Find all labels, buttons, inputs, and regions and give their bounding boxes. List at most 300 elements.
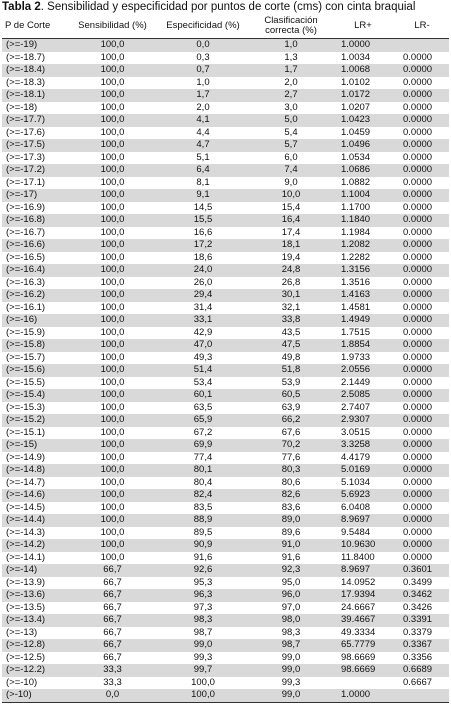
lr-positive-cell: 17.9394	[331, 589, 395, 602]
specificity-cell: 15,5	[155, 214, 251, 227]
lr-negative-cell: 0.0000	[403, 51, 433, 63]
specificity-cell: 91,6	[193, 551, 213, 563]
correct-classification-cell: 32,1	[281, 301, 301, 313]
sensitivity-cell: 100,0	[70, 414, 155, 427]
lr-negative-cell: 0.0000	[395, 214, 449, 227]
sensitivity-cell: 100,0	[100, 401, 125, 413]
sensitivity-cell: 100,0	[70, 264, 155, 277]
sensitivity-cell: 100,0	[70, 239, 155, 252]
specificity-cell: 89,5	[193, 526, 213, 538]
correct-classification-cell: 5,4	[284, 126, 298, 138]
specificity-cell: 77,4	[193, 451, 213, 463]
sensitivity-cell: 100,0	[100, 126, 125, 138]
sensitivity-cell: 0,0	[70, 689, 155, 702]
specificity-cell: 49,3	[193, 351, 213, 363]
lr-positive-cell: 39.4667	[331, 614, 395, 627]
specificity-cell: 5,1	[196, 151, 210, 163]
cut-point-cell: (>=-12.8)	[2, 639, 70, 652]
lr-negative-cell: 0.0000	[395, 139, 449, 152]
lr-positive-cell: 1.4163	[331, 289, 395, 302]
cut-point-cell: (>=-14.4)	[2, 514, 70, 527]
sensitivity-cell: 66,7	[103, 651, 122, 663]
specificity-cell: 98,7	[193, 626, 213, 638]
lr-negative-cell: 0.0000	[395, 414, 449, 427]
specificity-cell: 0,3	[196, 51, 210, 63]
correct-classification-cell: 99,0	[251, 689, 331, 702]
lr-positive-cell: 98.6669	[331, 664, 395, 677]
specificity-cell: 98,3	[155, 614, 251, 627]
specificity-cell: 0,7	[155, 64, 251, 77]
lr-negative-cell: 0.0000	[403, 301, 433, 313]
lr-negative-cell: 0.0000	[395, 464, 449, 477]
lr-positive-cell: 1.0034	[341, 51, 371, 63]
correct-classification-cell: 1,7	[251, 64, 331, 77]
sensitivity-cell: 100,0	[100, 376, 125, 388]
cut-point-cell: (>=-17.6)	[6, 126, 46, 138]
table-row	[2, 64, 449, 77]
cut-point-cell: (>=-13.9)	[6, 576, 46, 588]
table-row	[2, 177, 449, 190]
table-row	[2, 527, 449, 540]
table-row	[2, 264, 449, 277]
table-row	[2, 352, 449, 365]
lr-positive-cell	[331, 677, 395, 690]
lr-positive-cell: 1.1004	[331, 189, 395, 202]
lr-negative-cell: 0.0000	[395, 339, 449, 352]
lr-negative-cell: 0.0000	[403, 451, 433, 463]
correct-classification-cell: 3,0	[284, 101, 298, 113]
correct-classification-cell: 6,0	[284, 151, 298, 163]
lr-positive-cell: 5.6923	[331, 489, 395, 502]
lr-negative-cell: 0.0000	[395, 364, 449, 377]
table-row	[2, 627, 449, 640]
correct-classification-cell: 67,6	[281, 426, 301, 438]
correct-classification-cell: 89,0	[251, 514, 331, 527]
lr-positive-cell: 1.9733	[341, 351, 371, 363]
table-row	[2, 477, 449, 490]
correct-classification-cell: 77,6	[281, 451, 301, 463]
sensitivity-cell: 100,0	[100, 451, 125, 463]
cut-point-cell: (>=-10)	[6, 676, 38, 688]
lr-positive-cell: 5.1034	[341, 476, 371, 488]
correct-classification-cell: 1,3	[284, 51, 298, 63]
sensitivity-cell: 100,0	[70, 514, 155, 527]
correct-classification-cell: 17,4	[281, 226, 301, 238]
correct-classification-cell: 49,8	[281, 351, 301, 363]
correct-classification-cell: 91,6	[281, 551, 301, 563]
lr-positive-cell: 4.4179	[341, 451, 371, 463]
table-row	[2, 439, 449, 452]
lr-negative-cell: 0.0000	[403, 351, 433, 363]
specificity-cell: 4,1	[155, 114, 251, 127]
correct-classification-cell: 98,3	[281, 626, 301, 638]
table-caption	[0, 0, 451, 14]
table-row	[2, 489, 449, 502]
specificity-cell: 67,2	[193, 426, 213, 438]
lr-positive-cell: 3.3258	[331, 439, 395, 452]
sensitivity-cell: 100,0	[70, 539, 155, 552]
specificity-cell: 60,1	[155, 389, 251, 402]
cut-point-cell: (>=-14.1)	[6, 551, 46, 563]
lr-positive-cell: 1.1700	[341, 201, 371, 213]
correct-classification-cell: 51,8	[251, 364, 331, 377]
correct-classification-cell: 30,1	[251, 289, 331, 302]
specificity-cell: 82,4	[155, 489, 251, 502]
correct-classification-cell: 5,7	[251, 139, 331, 152]
lr-positive-cell: 49.3334	[341, 626, 376, 638]
table-row	[2, 414, 449, 427]
correct-classification-cell: 91,0	[251, 539, 331, 552]
sensitivity-cell: 100,0	[100, 251, 125, 263]
lr-positive-cell: 1.1840	[331, 214, 395, 227]
table-row	[2, 589, 449, 602]
specificity-cell: 1,0	[196, 76, 210, 88]
lr-negative-cell: 0.3601	[395, 564, 449, 577]
lr-negative-cell: 0.0000	[395, 389, 449, 402]
specificity-cell: 42,9	[193, 326, 213, 338]
lr-negative-cell: 0.0000	[395, 89, 449, 102]
lr-positive-cell: 1.2082	[331, 239, 395, 252]
lr-negative-cell: 0.0000	[395, 289, 449, 302]
sensitivity-cell: 100,0	[100, 351, 125, 363]
lr-positive-cell: 65.7779	[331, 639, 395, 652]
cut-point-cell: (>=-15.8)	[2, 339, 70, 352]
specificity-cell: 92,6	[155, 564, 251, 577]
sensitivity-cell: 100,0	[100, 526, 125, 538]
header-sensitivity: Sensibilidad (%)	[70, 14, 155, 39]
specificity-cell: 18,6	[193, 251, 213, 263]
lr-negative-cell: 0.0000	[403, 501, 433, 513]
sensitivity-cell: 100,0	[70, 339, 155, 352]
correct-classification-cell: 70,2	[251, 439, 331, 452]
specificity-cell: 26,0	[193, 276, 213, 288]
cut-point-cell: (>=-15)	[2, 439, 70, 452]
table-row	[2, 127, 449, 140]
lr-positive-cell: 5.0169	[331, 464, 395, 477]
cut-point-cell: (>=-15.9)	[6, 326, 46, 338]
lr-positive-cell: 2.0556	[331, 364, 395, 377]
sensitivity-cell: 66,7	[103, 576, 122, 588]
lr-positive-cell: 2.9307	[331, 414, 395, 427]
lr-negative-cell: 0.0000	[395, 314, 449, 327]
table-row	[2, 664, 449, 677]
lr-positive-cell: 1.8854	[331, 339, 395, 352]
correct-classification-cell: 83,6	[281, 501, 301, 513]
table-row	[2, 202, 449, 215]
cut-point-cell: (>=-14.6)	[2, 489, 70, 502]
sensitivity-cell: 66,7	[70, 639, 155, 652]
cut-point-cell: (>=-16.1)	[6, 301, 46, 313]
cut-point-cell: (>=-15.7)	[6, 351, 46, 363]
lr-negative-cell: 0.3426	[403, 601, 433, 613]
cut-point-cell: (>=-14.7)	[6, 476, 46, 488]
table-row	[2, 152, 449, 165]
correct-classification-cell: 47,5	[251, 339, 331, 352]
table-row	[2, 302, 449, 315]
table-row	[2, 564, 449, 577]
table-row	[2, 602, 449, 615]
cut-point-cell: (>=-19)	[2, 39, 70, 52]
lr-negative-cell: 0.0000	[403, 126, 433, 138]
lr-negative-cell	[395, 689, 449, 702]
sensitivity-cell: 100,0	[100, 101, 125, 113]
cut-point-cell: (>=-17.2)	[2, 164, 70, 177]
sensitivity-cell: 100,0	[70, 439, 155, 452]
lr-positive-cell: 11.8400	[341, 551, 375, 563]
sensitivity-cell: 66,7	[70, 564, 155, 577]
table-row	[2, 102, 449, 115]
cut-point-cell: (>=-18.7)	[6, 51, 46, 63]
correct-classification-cell: 63,9	[281, 401, 301, 413]
correct-classification-cell: 97,0	[281, 601, 301, 613]
cut-point-cell: (>=-18)	[6, 101, 38, 113]
lr-negative-cell: 0.0000	[403, 326, 433, 338]
correct-classification-cell: 43,5	[281, 326, 301, 338]
lr-negative-cell: 0.0000	[403, 226, 433, 238]
lr-positive-cell: 1.0000	[331, 689, 395, 702]
lr-positive-cell: 1.0207	[341, 101, 371, 113]
specificity-cell: 100,0	[155, 689, 251, 702]
lr-negative-cell: 0.0000	[395, 514, 449, 527]
lr-positive-cell: 1.0496	[331, 139, 395, 152]
table-row	[2, 89, 449, 102]
sensitivity-cell: 100,0	[100, 151, 125, 163]
table-row	[2, 427, 449, 440]
lr-positive-cell: 1.0686	[331, 164, 395, 177]
lr-negative-cell: 0.0000	[395, 164, 449, 177]
sensitivity-cell: 100,0	[70, 189, 155, 202]
table-row	[2, 689, 449, 702]
table-row	[2, 677, 449, 690]
correct-classification-cell: 26,8	[281, 276, 301, 288]
sensitivity-cell: 100,0	[100, 226, 125, 238]
lr-negative-cell	[395, 39, 449, 52]
sensitivity-cell: 66,7	[70, 614, 155, 627]
cut-point-cell: (>=-16.4)	[2, 264, 70, 277]
sensitivity-cell: 100,0	[100, 551, 125, 563]
cut-point-cell: (>=-12.5)	[6, 651, 46, 663]
header-cut-point: P de Corte	[2, 14, 70, 39]
cut-point-cell: (>-10)	[2, 689, 70, 702]
header-correct-classification: Clasificación correcta (%)	[251, 14, 331, 39]
sensitivity-cell: 66,7	[70, 589, 155, 602]
sensitivity-cell: 66,7	[103, 626, 122, 638]
correct-classification-cell: 99,0	[281, 651, 301, 663]
sensitivity-cell: 100,0	[100, 276, 125, 288]
correct-classification-cell: 10,0	[251, 189, 331, 202]
cut-point-cell: (>=-16.3)	[6, 276, 46, 288]
table-row	[2, 377, 449, 390]
lr-negative-cell: 0.0000	[403, 276, 433, 288]
table-row	[2, 214, 449, 227]
lr-negative-cell: 0.0000	[395, 114, 449, 127]
correct-classification-cell: 2,7	[251, 89, 331, 102]
table-row	[2, 239, 449, 252]
correct-classification-cell: 92,3	[251, 564, 331, 577]
sensitivity-cell: 100,0	[100, 326, 125, 338]
cut-point-cell: (>=-13.5)	[6, 601, 46, 613]
correct-classification-cell: 80,6	[281, 476, 301, 488]
correct-classification-cell: 7,4	[251, 164, 331, 177]
sensitivity-cell: 100,0	[70, 314, 155, 327]
specificity-cell: 83,5	[193, 501, 213, 513]
lr-negative-cell: 0.0000	[403, 251, 433, 263]
lr-negative-cell: 0.0000	[403, 476, 433, 488]
correct-classification-cell: 96,0	[251, 589, 331, 602]
specificity-cell: 6,4	[155, 164, 251, 177]
correct-classification-cell: 2,0	[284, 76, 298, 88]
correct-classification-cell: 15,4	[281, 201, 301, 213]
correct-classification-cell: 33,8	[251, 314, 331, 327]
sensitivity-cell: 100,0	[100, 301, 125, 313]
lr-positive-cell: 1.0000	[331, 39, 395, 52]
lr-positive-cell: 8.9697	[331, 564, 395, 577]
cut-point-cell: (>=-14.9)	[6, 451, 46, 463]
specificity-cell: 63,5	[193, 401, 213, 413]
cut-point-cell: (>=-14)	[2, 564, 70, 577]
table-row	[2, 539, 449, 552]
cut-point-cell: (>=-13.6)	[2, 589, 70, 602]
sensitivity-cell: 66,7	[103, 601, 122, 613]
specificity-cell: 14,5	[193, 201, 213, 213]
lr-negative-cell: 0.0000	[403, 401, 433, 413]
table-row	[2, 189, 449, 202]
table-row	[2, 289, 449, 302]
sensitivity-cell: 100,0	[70, 64, 155, 77]
lr-negative-cell: 0.0000	[395, 189, 449, 202]
table-row	[2, 52, 449, 65]
table-row	[2, 402, 449, 415]
table-row	[2, 514, 449, 527]
correct-classification-cell: 60,5	[251, 389, 331, 402]
table-row	[2, 452, 449, 465]
table-row	[2, 364, 449, 377]
results-table	[2, 14, 449, 703]
cut-point-cell: (>=-15.4)	[2, 389, 70, 402]
lr-positive-cell: 6.0408	[341, 501, 371, 513]
cut-point-cell: (>=-14.5)	[6, 501, 46, 513]
lr-positive-cell: 1.0172	[331, 89, 395, 102]
cut-point-cell: (>=-17.7)	[2, 114, 70, 127]
sensitivity-cell: 33,3	[70, 664, 155, 677]
lr-negative-cell: 0.3462	[395, 589, 449, 602]
lr-negative-cell: 0.3499	[403, 576, 433, 588]
cut-point-cell: (>=-16.8)	[2, 214, 70, 227]
cut-point-cell: (>=-17.3)	[6, 151, 46, 163]
lr-positive-cell: 1.3516	[341, 276, 371, 288]
sensitivity-cell: 100,0	[70, 114, 155, 127]
cut-point-cell: (>=-18.3)	[6, 76, 46, 88]
specificity-cell: 16,6	[193, 226, 213, 238]
specificity-cell: 65,9	[155, 414, 251, 427]
header-specificity: Especificidad (%)	[155, 14, 251, 39]
cut-point-cell: (>=-13.4)	[2, 614, 70, 627]
cut-point-cell: (>=-17)	[2, 189, 70, 202]
table-row	[2, 139, 449, 152]
specificity-cell: 31,4	[193, 301, 213, 313]
table-row	[2, 39, 449, 52]
correct-classification-cell: 98,0	[251, 614, 331, 627]
lr-negative-cell: 0.0000	[403, 101, 433, 113]
lr-positive-cell: 10.9630	[331, 539, 395, 552]
table-row	[2, 652, 449, 665]
specificity-cell: 99,7	[155, 664, 251, 677]
table-row	[2, 164, 449, 177]
lr-positive-cell: 1.4581	[341, 301, 371, 313]
cut-point-cell: (>=-16.9)	[6, 201, 46, 213]
lr-negative-cell: 0.0000	[403, 526, 433, 538]
lr-negative-cell: 0.0000	[403, 376, 433, 388]
table-body	[2, 39, 449, 703]
sensitivity-cell: 100,0	[100, 51, 125, 63]
specificity-cell: 29,4	[155, 289, 251, 302]
lr-positive-cell: 1.2282	[341, 251, 371, 263]
lr-negative-cell: 0.0000	[395, 489, 449, 502]
lr-positive-cell: 1.0459	[341, 126, 371, 138]
cut-point-cell: (>=-15.6)	[2, 364, 70, 377]
table-caption-label: Tabla 2	[2, 1, 41, 13]
sensitivity-cell: 100,0	[70, 364, 155, 377]
lr-positive-cell: 8.9697	[331, 514, 395, 527]
specificity-cell: 96,3	[155, 589, 251, 602]
lr-positive-cell: 1.3156	[331, 264, 395, 277]
lr-positive-cell: 9.5484	[341, 526, 371, 538]
lr-negative-cell: 0.0000	[403, 426, 433, 438]
table-row	[2, 77, 449, 90]
cut-point-cell: (>=-14.2)	[2, 539, 70, 552]
specificity-cell: 17,2	[155, 239, 251, 252]
cut-point-cell: (>=-12.2)	[2, 664, 70, 677]
cut-point-cell: (>=-16.2)	[2, 289, 70, 302]
specificity-cell: 99,0	[155, 639, 251, 652]
cut-point-cell: (>=-15.1)	[6, 426, 46, 438]
specificity-cell: 47,0	[155, 339, 251, 352]
cut-point-cell: (>=-16.6)	[2, 239, 70, 252]
cut-point-cell: (>=-16)	[2, 314, 70, 327]
sensitivity-cell: 100,0	[70, 289, 155, 302]
lr-positive-cell: 1.0068	[331, 64, 395, 77]
table-row	[2, 389, 449, 402]
specificity-cell: 80,1	[155, 464, 251, 477]
sensitivity-cell: 100,0	[100, 476, 125, 488]
correct-classification-cell: 16,4	[251, 214, 331, 227]
table-row	[2, 339, 449, 352]
specificity-cell: 90,9	[155, 539, 251, 552]
correct-classification-cell: 95,0	[281, 576, 301, 588]
cut-point-cell: (>=-15.2)	[2, 414, 70, 427]
sensitivity-cell: 100,0	[70, 164, 155, 177]
lr-negative-cell: 0.0000	[395, 239, 449, 252]
cut-point-cell: (>=-14.3)	[6, 526, 46, 538]
lr-negative-cell: 0.0000	[395, 439, 449, 452]
specificity-cell: 1,7	[155, 89, 251, 102]
lr-negative-cell: 0.0000	[403, 176, 433, 188]
sensitivity-cell: 100,0	[100, 176, 125, 188]
table-row	[2, 577, 449, 590]
cut-point-cell: (>=-18.4)	[2, 64, 70, 77]
correct-classification-cell: 89,6	[281, 526, 301, 538]
cut-point-cell: (>=-13)	[6, 626, 38, 638]
header-lr-positive: LR+	[331, 14, 395, 39]
lr-negative-cell: 0.6689	[395, 664, 449, 677]
specificity-cell: 97,3	[193, 601, 213, 613]
header-row	[2, 14, 449, 39]
specificity-cell: 95,3	[193, 576, 213, 588]
lr-negative-cell: 0.6667	[403, 676, 433, 688]
correct-classification-cell: 19,4	[281, 251, 301, 263]
lr-positive-cell: 14.0952	[341, 576, 376, 588]
table-row	[2, 252, 449, 265]
